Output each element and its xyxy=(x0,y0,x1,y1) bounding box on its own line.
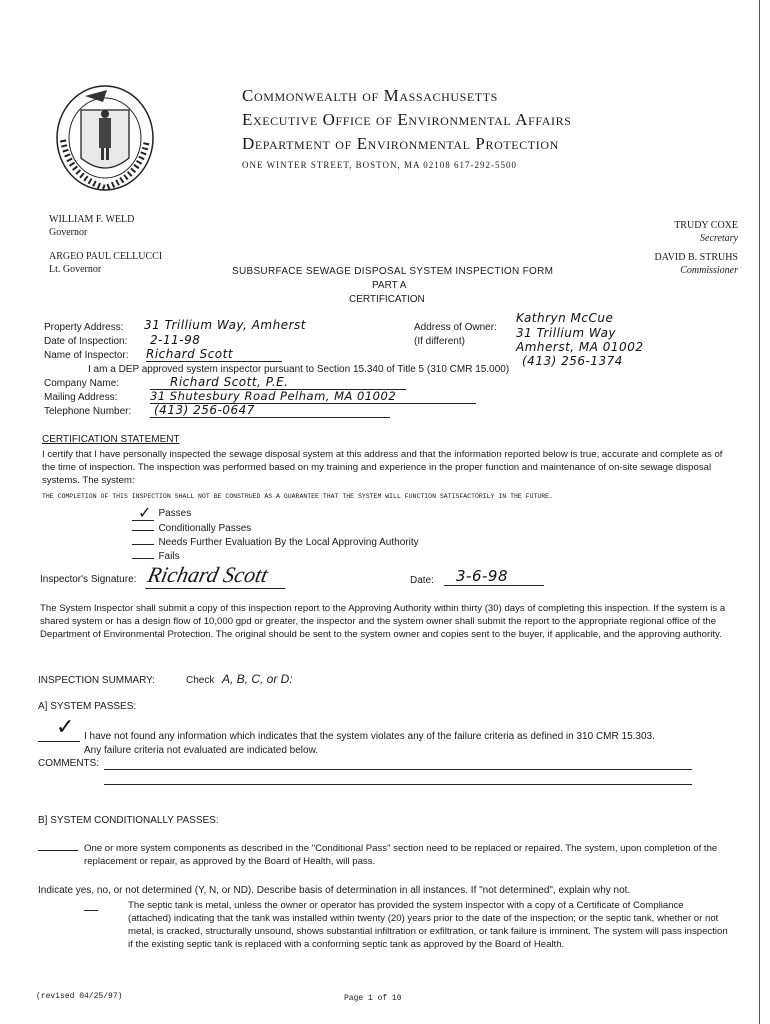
submission-text: The System Inspector shall submit a copy of this inspection report to the Approving Authority within thirty (30) days of completing this inspection. If the system is a shared system or has a design flow of 10,000 gpd or greater, the inspector and the system owner shall submit the report to the appropriate regional office of the Department of Environmental Protection. The original should be sent to the system owner and copies sent to the buyer, if applicable, and the approving authority. xyxy=(40,603,726,640)
fails-checkbox[interactable] xyxy=(132,548,154,559)
page-number: Page 1 of 10 xyxy=(344,994,402,1003)
septic-tank-text: The septic tank is metal, unless the owner or operator has provided the system inspector with a copy of a Certificate of Compliance (attached) indicating that the tank was installed within twenty (20) years prior to the date of the inspection; or the septic tank, whether or not metal, is cracked, structurally unsound, shows substantial infiltration or exfiltration, or tank failure is imminent. The system will pass inspection if the existing septic tank is replaced with a conforming septic tank as approved by the Board of Health. xyxy=(128,900,728,950)
mailing-value: 31 Shutesbury Road Pelham, MA 01002 xyxy=(150,389,476,404)
commissioner-title: Commissioner xyxy=(680,265,738,276)
summary-check: Check xyxy=(186,675,215,686)
secretary-name: TRUDY COXE xyxy=(674,220,738,231)
phone-value: (413) 256-0647 xyxy=(150,403,390,418)
lt-governor-title: Lt. Governor xyxy=(49,264,102,275)
date-label: Date of Inspection: xyxy=(44,336,128,347)
check-mark-icon: ✓ xyxy=(138,503,152,522)
form-part: PART A xyxy=(372,280,407,291)
governor-title: Governor xyxy=(49,227,88,238)
state-seal xyxy=(55,80,155,192)
owner-street: 31 Trillium Way xyxy=(516,326,617,340)
option-further-label: Needs Further Evaluation By the Local Approving Authority xyxy=(158,537,419,548)
inspector-value: Richard Scott xyxy=(146,347,282,362)
further-eval-checkbox[interactable] xyxy=(132,534,154,545)
header-department: Department of Environmental Protection xyxy=(242,134,559,153)
septic-metal-answer[interactable] xyxy=(84,910,98,911)
certification-disclaimer: THE COMPLETION OF THIS INSPECTION SHALL NOT BE CONSTRUED AS A GUARANTEE THAT THE SYSTEM WILL FUNCTION SATISFACTORILY IN THE FUTURE. xyxy=(42,493,553,500)
mailing-label: Mailing Address: xyxy=(44,392,118,403)
section-b-heading: B] SYSTEM CONDITIONALLY PASSES: xyxy=(38,815,219,826)
scan-edge xyxy=(759,0,760,1024)
owner-label: Address of Owner: xyxy=(414,322,497,333)
check-mark-icon: ✓ xyxy=(56,715,75,740)
summary-label: INSPECTION SUMMARY: xyxy=(38,675,156,686)
inspector-label: Name of Inspector: xyxy=(44,350,129,361)
header-executive-office: Executive Office of Environmental Affairs xyxy=(242,110,572,129)
section-b-text: One or more system components as described in the "Conditional Pass" section need to be replaced or repaired. The system, upon completion of the replacement or repair, as approved by the Board of Health, will pass. xyxy=(84,843,718,867)
section-a-line1: I have not found any information which indicates that the system violates any of the failure criteria as defined in 310 CMR 15.303. xyxy=(84,731,655,742)
signature-date-label: Date: xyxy=(410,575,434,586)
option-passes-label: Passes xyxy=(158,508,192,519)
comments-label: COMMENTS: xyxy=(38,758,100,769)
form-section: CERTIFICATION xyxy=(349,294,425,305)
phone-label: Telephone Number: xyxy=(44,406,132,417)
property-address-label: Property Address: xyxy=(44,322,124,333)
form-title: SUBSURFACE SEWAGE DISPOSAL SYSTEM INSPECTION FORM xyxy=(232,266,554,277)
signature-label: Inspector's Signature: xyxy=(40,574,137,585)
comments-line-1[interactable] xyxy=(104,769,692,770)
option-fails-label: Fails xyxy=(158,551,180,562)
certification-text: I certify that I have personally inspected the sewage disposal system at this address and that the information reported below is true, accurate and complete as of the time of inspection. The inspection was performed based on my training and experience in the proper function and maintenance of on-site sewage disposal systems. The system: xyxy=(42,449,723,486)
summary-letters: A, B, C, or D: xyxy=(222,672,293,686)
conditional-checkbox[interactable] xyxy=(132,520,154,531)
section-b-checkbox[interactable] xyxy=(38,850,78,851)
revised-date: (revised 04/25/97) xyxy=(36,992,123,1001)
date-value: 2-11-98 xyxy=(150,333,201,347)
commissioner-name: DAVID B. STRUHS xyxy=(654,252,738,263)
secretary-title: Secretary xyxy=(700,233,738,244)
certification-heading: CERTIFICATION STATEMENT xyxy=(42,434,180,445)
owner-note: (If different) xyxy=(414,336,465,347)
property-address-value: 31 Trillium Way, Amherst xyxy=(144,318,306,332)
section-a-heading: A] SYSTEM PASSES: xyxy=(38,701,137,712)
header-commonwealth: Commonwealth of Massachusetts xyxy=(242,86,498,105)
owner-name: Kathryn McCue xyxy=(516,311,614,325)
company-value: Richard Scott, P.E. xyxy=(150,375,406,390)
header-address: ONE WINTER STREET, BOSTON, MA 02108 617-292-5500 xyxy=(242,160,517,170)
company-label: Company Name: xyxy=(44,378,120,389)
signature-date-value: 3-6-98 xyxy=(444,567,544,586)
section-a-checkbox[interactable] xyxy=(38,715,80,742)
option-conditional-label: Conditionally Passes xyxy=(158,523,252,534)
dep-statement: I am a DEP approved system inspector pursuant to Section 15.340 of Title 5 (310 CMR 15.000) xyxy=(88,364,510,375)
inspector-signature: Richard Scott xyxy=(145,562,291,589)
lt-governor-name: ARGEO PAUL CELLUCCI xyxy=(49,251,163,262)
owner-city: Amherst, MA 01002 xyxy=(516,340,644,354)
section-a-line2: Any failure criteria not evaluated are indicated below. xyxy=(84,745,319,756)
indicate-instructions: Indicate yes, no, or not determined (Y, N, or ND). Describe basis of determination in all instances. If "not determined", explain why not. xyxy=(38,885,631,896)
governor-name: WILLIAM F. WELD xyxy=(49,214,135,225)
comments-line-2[interactable] xyxy=(104,784,692,785)
owner-phone: (413) 256-1374 xyxy=(522,354,623,368)
